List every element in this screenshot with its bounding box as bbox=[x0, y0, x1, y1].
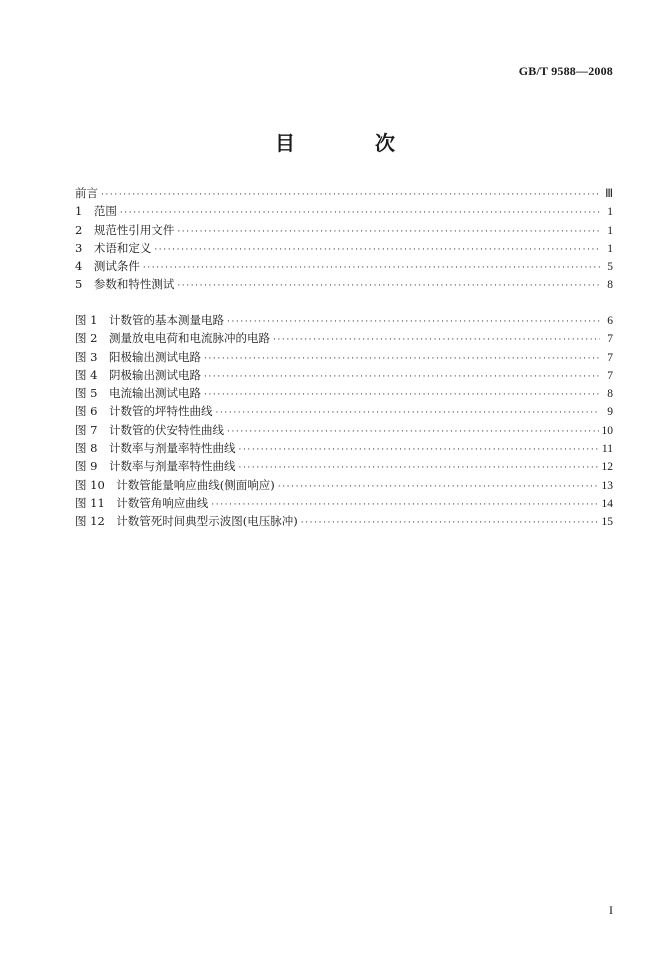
dot-leader bbox=[177, 227, 600, 237]
figure-entry[interactable] bbox=[75, 330, 613, 348]
figure-entry-label: 图 4 阴极输出测试电路 bbox=[75, 367, 201, 382]
dot-leader bbox=[215, 408, 600, 418]
toc-entry[interactable] bbox=[75, 222, 613, 240]
standard-code: GB/T 9588—2008 bbox=[518, 64, 613, 78]
toc-entry[interactable] bbox=[75, 185, 613, 203]
figure-entry-label: 图 2 测量放电电荷和电流脉冲的电路 bbox=[75, 331, 270, 346]
figure-entry[interactable] bbox=[75, 477, 613, 495]
figure-entry-label: 图 7 计数管的伏安特性曲线 bbox=[75, 422, 224, 437]
figure-entry-label: 图 12 计数管死时间典型示波图(电压脉冲) bbox=[75, 514, 298, 529]
toc-entry[interactable] bbox=[75, 258, 613, 276]
dot-leader bbox=[227, 317, 600, 327]
toc-entry-label: 2 规范性引用文件 bbox=[75, 222, 175, 237]
toc-sections bbox=[75, 185, 613, 295]
toc-entry-page: Ⅲ bbox=[605, 188, 613, 200]
figure-entry-label: 图 3 阳极输出测试电路 bbox=[75, 349, 201, 364]
toc-entry-page: 1 bbox=[607, 242, 613, 255]
dot-leader bbox=[177, 281, 600, 291]
dot-leader bbox=[238, 445, 598, 455]
figure-entry[interactable] bbox=[75, 440, 613, 458]
toc-entry[interactable] bbox=[75, 203, 613, 221]
figure-entry-page: 10 bbox=[601, 424, 613, 437]
figure-entry[interactable] bbox=[75, 385, 613, 403]
dot-leader bbox=[278, 482, 599, 492]
figure-entry-page: 7 bbox=[607, 333, 613, 346]
dot-leader bbox=[211, 500, 598, 510]
figure-entry-page: 12 bbox=[601, 461, 613, 474]
toc-entry[interactable] bbox=[75, 240, 613, 258]
figure-entry-label: 图 11 计数管角响应曲线 bbox=[75, 495, 209, 510]
dot-leader bbox=[204, 390, 600, 400]
toc-entry[interactable] bbox=[75, 276, 613, 294]
figure-entry-page: 9 bbox=[607, 406, 613, 419]
figure-entry[interactable] bbox=[75, 495, 613, 513]
page-number: I bbox=[609, 903, 613, 917]
figure-entry[interactable] bbox=[75, 403, 613, 421]
figure-entry[interactable] bbox=[75, 422, 613, 440]
dot-leader bbox=[154, 245, 600, 255]
toc-figures bbox=[75, 312, 613, 532]
dot-leader bbox=[204, 372, 600, 382]
figure-entry-label: 图 6 计数管的坪特性曲线 bbox=[75, 404, 213, 419]
dot-leader bbox=[101, 190, 600, 200]
figure-entry-label: 图 10 计数管能量响应曲线(侧面响应) bbox=[75, 477, 275, 492]
toc-entry-page: 5 bbox=[607, 261, 613, 274]
figure-entry-page: 7 bbox=[607, 369, 613, 382]
figure-entry[interactable] bbox=[75, 367, 613, 385]
figure-entry[interactable] bbox=[75, 349, 613, 367]
toc-entry-page: 1 bbox=[607, 206, 613, 219]
toc-entry-label: 5 参数和特性测试 bbox=[75, 277, 175, 292]
toc-entry-label: 4 测试条件 bbox=[75, 259, 140, 274]
toc-entry-page: 8 bbox=[607, 279, 613, 292]
page-title: 目 次 bbox=[275, 131, 425, 155]
figure-entry-label: 图 1 计数管的基本测量电路 bbox=[75, 313, 224, 327]
figure-entry[interactable] bbox=[75, 513, 613, 531]
dot-leader bbox=[273, 335, 600, 345]
dot-leader bbox=[143, 263, 600, 273]
toc-entry-page: 1 bbox=[607, 224, 613, 237]
figure-entry[interactable] bbox=[75, 458, 613, 476]
figure-entry-page: 13 bbox=[601, 479, 613, 492]
figure-entry-page: 11 bbox=[601, 443, 613, 456]
toc-entry-label: 3 术语和定义 bbox=[75, 240, 152, 255]
dot-leader bbox=[238, 463, 598, 473]
dot-leader bbox=[204, 354, 600, 364]
figure-entry-label: 图 9 计数率与剂量率特性曲线 bbox=[75, 459, 236, 474]
figure-entry[interactable] bbox=[75, 312, 613, 330]
figure-entry-page: 6 bbox=[607, 315, 613, 327]
figure-entry-page: 15 bbox=[601, 516, 613, 529]
dot-leader bbox=[227, 427, 599, 437]
figure-entry-label: 图 5 电流输出测试电路 bbox=[75, 386, 201, 401]
figure-entry-page: 8 bbox=[607, 388, 613, 401]
toc-entry-label: 1 范围 bbox=[75, 204, 117, 219]
toc-entry-label: 前言 bbox=[75, 186, 98, 200]
figure-entry-page: 7 bbox=[607, 351, 613, 364]
dot-leader bbox=[301, 518, 599, 528]
dot-leader bbox=[120, 208, 600, 218]
figure-entry-label: 图 8 计数率与剂量率特性曲线 bbox=[75, 441, 236, 456]
figure-entry-page: 14 bbox=[601, 497, 613, 510]
